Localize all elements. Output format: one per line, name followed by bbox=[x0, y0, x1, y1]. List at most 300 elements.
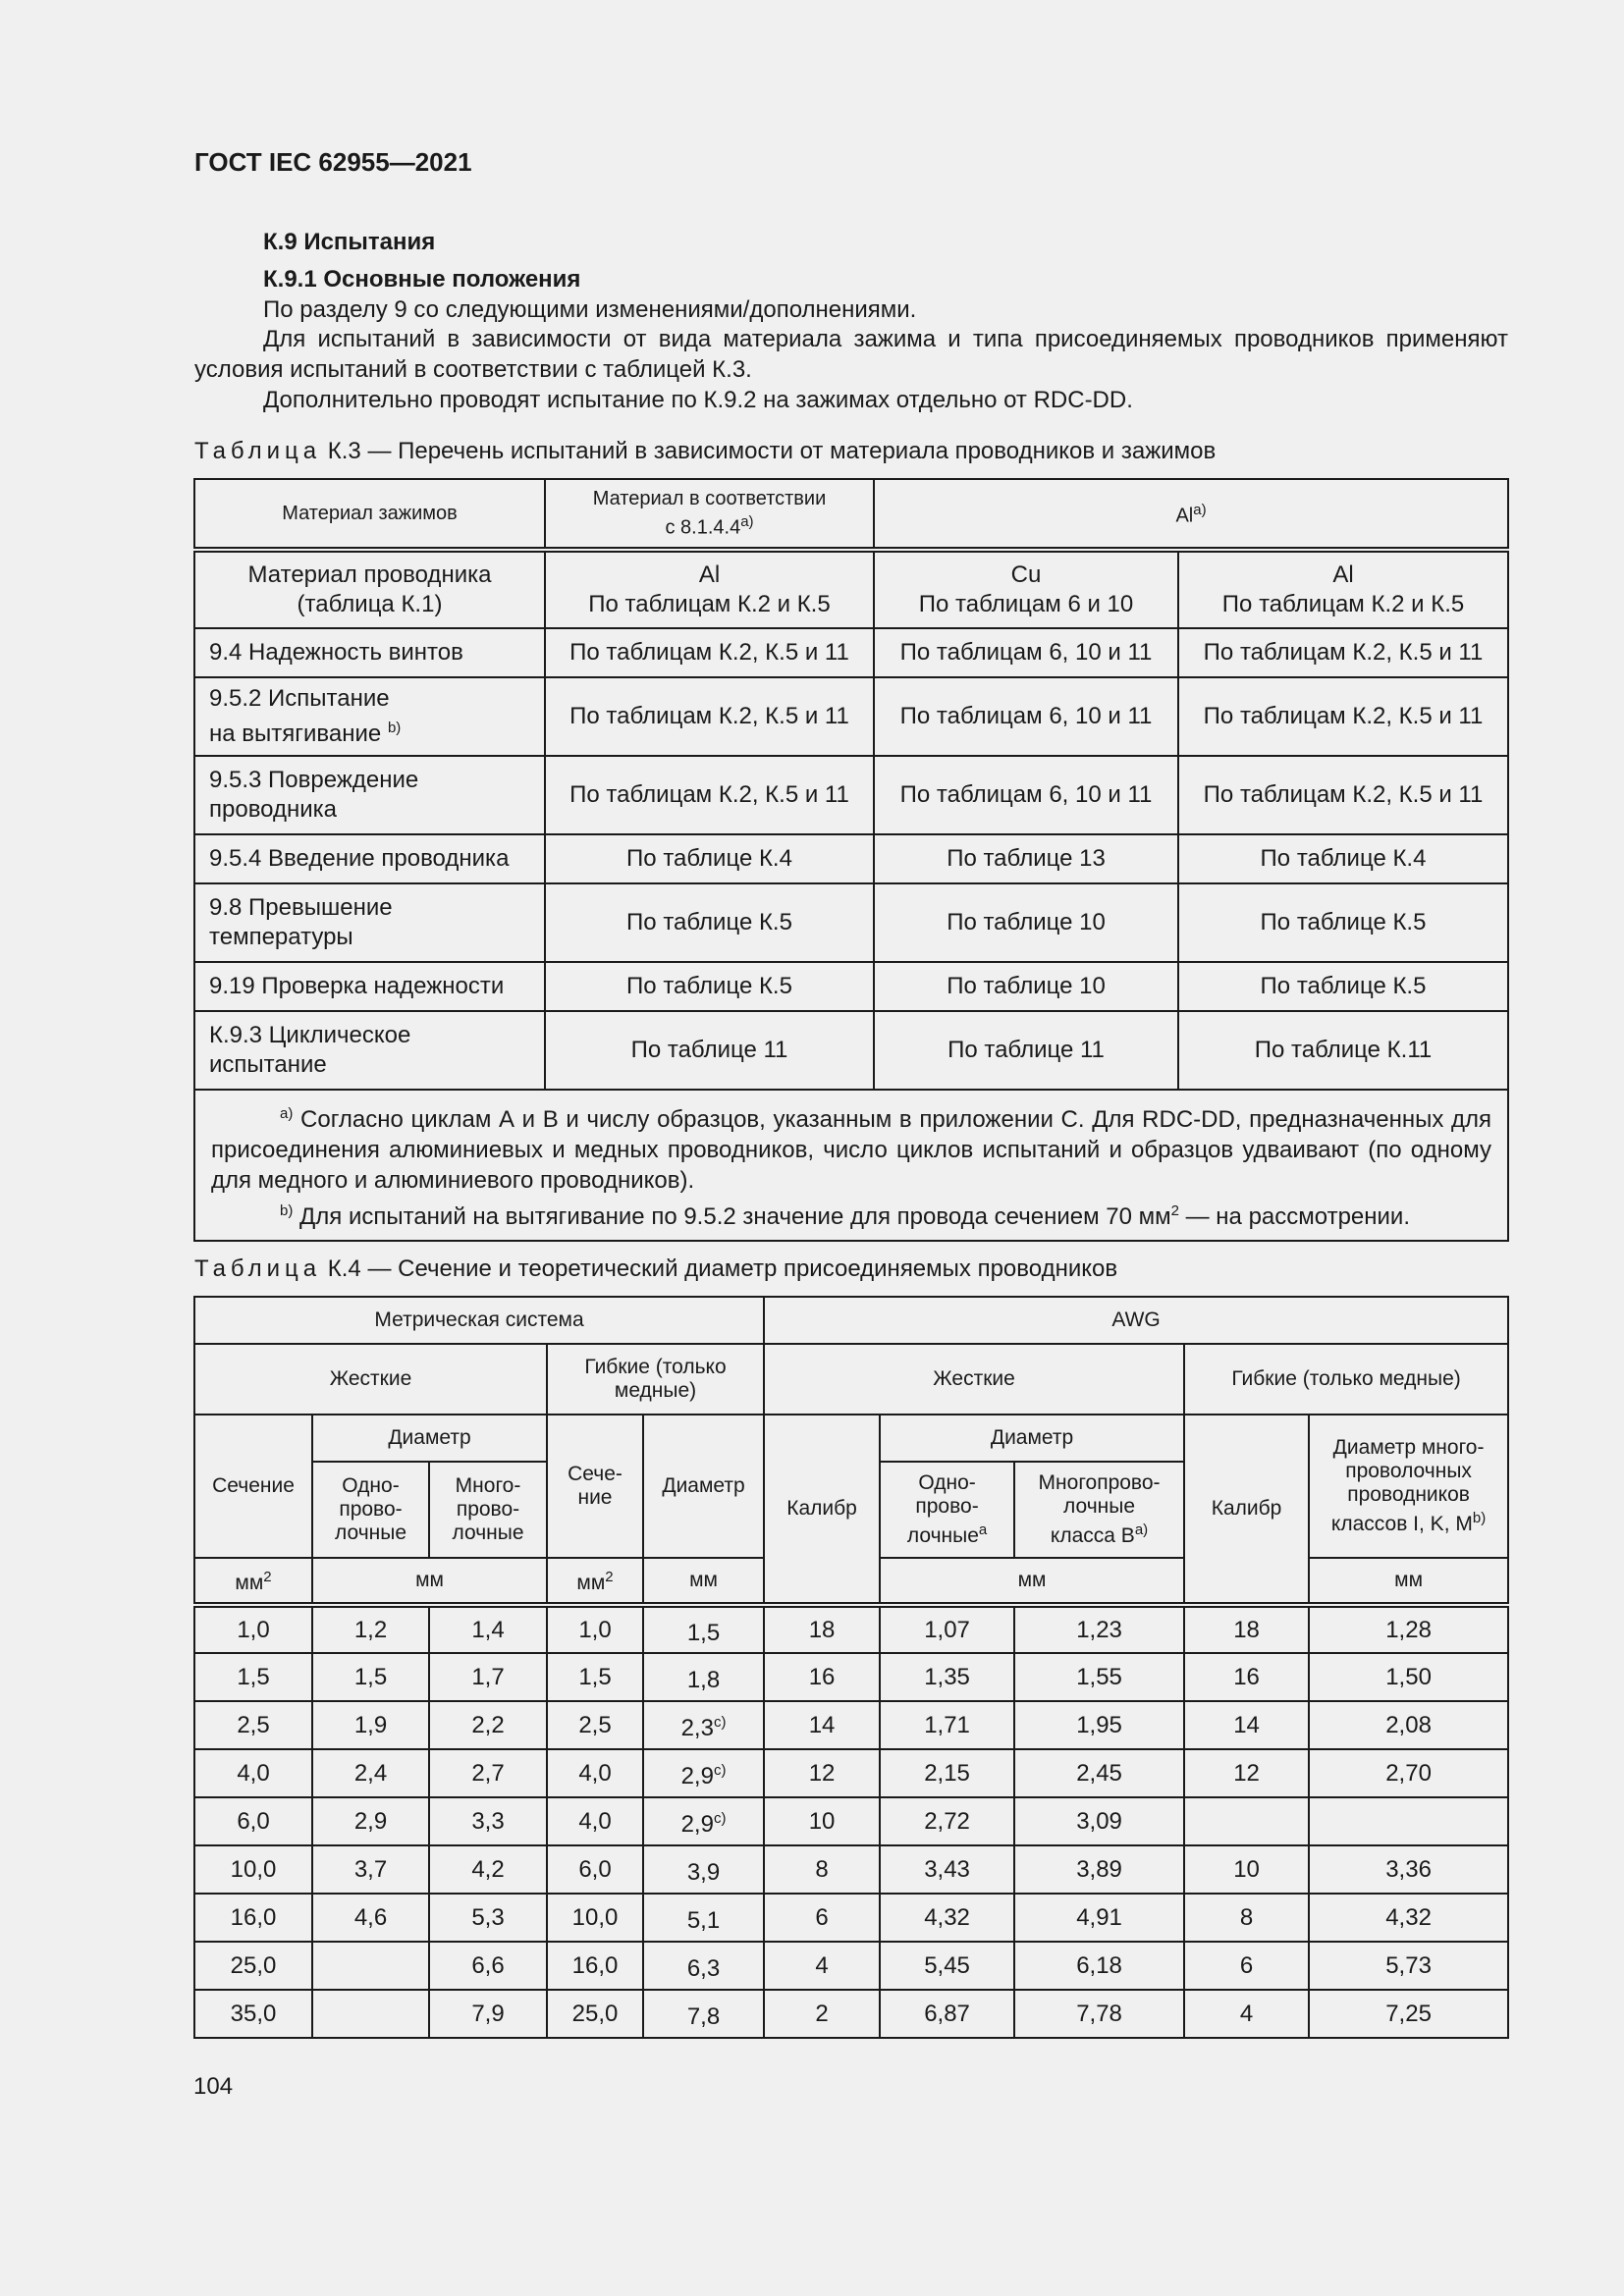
cell-value: 3,7 bbox=[353, 1855, 388, 1883]
cell: По таблицам К.2, К.5 и 11 bbox=[545, 628, 874, 677]
header-cell: Диаметр bbox=[312, 1415, 547, 1462]
table-cell bbox=[547, 1942, 643, 1990]
table-cell bbox=[643, 1605, 764, 1653]
table-cell bbox=[194, 1605, 312, 1653]
cell-value: 16,0 bbox=[571, 1951, 619, 1979]
table-cell bbox=[429, 1605, 547, 1653]
cell-value: 1,5 bbox=[353, 1663, 388, 1690]
table-cell bbox=[547, 1701, 643, 1749]
paragraph-1: По разделу 9 со следующими изменениями/дополнениями. bbox=[263, 296, 917, 323]
table-cell bbox=[547, 1797, 643, 1845]
table-cell bbox=[194, 1990, 312, 2038]
h-line: с 8.1.4.4 bbox=[665, 516, 741, 539]
caption-text: К.3 — Перечень испытаний в зависимости от материала проводников и зажимов bbox=[327, 438, 1217, 464]
cell-value: 1,5 bbox=[686, 1619, 721, 1646]
table-cell bbox=[643, 1653, 764, 1701]
cell: По таблице К.5 bbox=[1178, 883, 1508, 962]
table-cell bbox=[1184, 1653, 1309, 1701]
cell-value: 6,18 bbox=[1076, 1951, 1122, 1979]
table-cell bbox=[429, 1942, 547, 1990]
cell-value: 4,6 bbox=[353, 1903, 388, 1931]
cell-value: 25,0 bbox=[571, 2000, 619, 2027]
cell: По таблицам К.2, К.5 и 11 bbox=[1178, 628, 1508, 677]
line: 9.5.2 Испытание bbox=[209, 685, 390, 712]
cell-value: 1,71 bbox=[924, 1711, 970, 1738]
cell-value: 1,35 bbox=[924, 1663, 970, 1690]
table-cell bbox=[1309, 1990, 1508, 2038]
table-cell bbox=[312, 1990, 429, 2038]
cell-value: 1,07 bbox=[924, 1616, 970, 1643]
cell-value: 4 bbox=[815, 1951, 829, 1979]
table-cell bbox=[764, 1797, 880, 1845]
cell-value: 2,70 bbox=[1385, 1759, 1432, 1787]
line: 9.8 Превышение bbox=[209, 894, 393, 921]
cell-value: 4 bbox=[1239, 2000, 1254, 2027]
h-line: Много- bbox=[455, 1474, 521, 1497]
caption-text: К.4 — Сечение и теоретический диаметр присоединяемых проводников bbox=[327, 1255, 1118, 1282]
cell-value: 12 bbox=[808, 1759, 836, 1787]
cell-value: 5,1 bbox=[686, 1906, 721, 1934]
header-cell: Диаметр bbox=[643, 1415, 764, 1558]
cell-value: 3,9 bbox=[686, 1858, 721, 1886]
h-line: лочные bbox=[452, 1522, 524, 1544]
table-cell bbox=[1184, 1605, 1309, 1653]
table-cell bbox=[194, 1701, 312, 1749]
table-cell bbox=[547, 1749, 643, 1797]
table-cell bbox=[1184, 1942, 1309, 1990]
section-k91-heading: К.9.1 Основные положения bbox=[263, 266, 581, 293]
table-row bbox=[194, 1797, 1508, 1845]
cell-value: 2 bbox=[815, 2000, 829, 2027]
h-line: прово- bbox=[339, 1498, 403, 1521]
cell-value: 2,5 bbox=[237, 1711, 270, 1738]
table-cell bbox=[429, 1894, 547, 1942]
table-row bbox=[194, 479, 1508, 550]
table-row bbox=[194, 1990, 1508, 2038]
table-row bbox=[194, 1894, 1508, 1942]
cell-value: 4,91 bbox=[1076, 1903, 1122, 1931]
cell-value: 7,78 bbox=[1076, 2000, 1122, 2027]
cell bbox=[874, 550, 1178, 628]
table-cell bbox=[880, 1749, 1014, 1797]
cell-value: 8 bbox=[815, 1855, 829, 1883]
cell-value: 1,55 bbox=[1076, 1663, 1122, 1690]
cell-value: 1,0 bbox=[237, 1616, 270, 1643]
note-a bbox=[211, 1098, 1491, 1196]
footnote-mark: a) bbox=[280, 1105, 294, 1122]
table-cell bbox=[1014, 1942, 1184, 1990]
unit-cell: мм bbox=[1309, 1558, 1508, 1605]
superscript: 2 bbox=[263, 1569, 272, 1585]
table-cell bbox=[429, 1990, 547, 2038]
table-cell bbox=[1309, 1894, 1508, 1942]
table-cell bbox=[880, 1990, 1014, 2038]
table-cell bbox=[764, 1605, 880, 1653]
table-k3-caption bbox=[194, 438, 1216, 465]
table-cell bbox=[764, 1894, 880, 1942]
line: По таблицам К.2 и К.5 bbox=[1221, 591, 1465, 617]
table-row bbox=[194, 756, 1508, 834]
table-row bbox=[194, 1090, 1508, 1241]
table-cell bbox=[1309, 1701, 1508, 1749]
h-line: лочные bbox=[1063, 1495, 1136, 1518]
cell-value: 14 bbox=[808, 1711, 836, 1738]
h-line: классов I, K, M bbox=[1330, 1513, 1473, 1535]
cell-value: 2,5 bbox=[578, 1711, 612, 1738]
cell-value: 5,3 bbox=[471, 1903, 505, 1931]
header-cell bbox=[1309, 1415, 1508, 1558]
table-row bbox=[194, 834, 1508, 883]
table-cell bbox=[547, 1653, 643, 1701]
table-cell bbox=[1184, 1701, 1309, 1749]
table-cell bbox=[880, 1701, 1014, 1749]
cell: По таблице К.11 bbox=[1178, 1011, 1508, 1090]
header-cell: Калибр bbox=[764, 1415, 880, 1605]
cell: По таблице 10 bbox=[874, 962, 1178, 1011]
table-cell bbox=[880, 1845, 1014, 1894]
cell-value: 1,28 bbox=[1385, 1616, 1432, 1643]
unit-cell bbox=[547, 1558, 643, 1605]
table-cell bbox=[1309, 1845, 1508, 1894]
cell: По таблицам К.2, К.5 и 11 bbox=[545, 756, 874, 834]
line: испытание bbox=[209, 1051, 327, 1078]
page-number: 104 bbox=[193, 2073, 234, 2100]
table-cell bbox=[312, 1942, 429, 1990]
cell-value: 25,0 bbox=[230, 1951, 277, 1979]
table-cell bbox=[643, 1845, 764, 1894]
document-header: ГОСТ IEC 62955—2021 bbox=[194, 147, 472, 177]
cell-value: 2,15 bbox=[924, 1759, 970, 1787]
cell-value: 4,2 bbox=[471, 1855, 505, 1883]
note-text: Для испытаний на вытягивание по 9.5.2 значение для провода сечением 70 мм bbox=[299, 1203, 1171, 1230]
cell-value: 18 bbox=[1233, 1616, 1260, 1643]
h-line: проводников bbox=[1347, 1483, 1470, 1506]
row-label: 9.4 Надежность винтов bbox=[194, 628, 545, 677]
cell-value: 18 bbox=[808, 1616, 836, 1643]
h-line: класса B bbox=[1050, 1524, 1135, 1547]
table-cell bbox=[1184, 1845, 1309, 1894]
table-row bbox=[194, 962, 1508, 1011]
cell-value: 2,9 bbox=[680, 1810, 714, 1838]
cell: По таблицам 6, 10 и 11 bbox=[874, 756, 1178, 834]
cell-value: 16 bbox=[808, 1663, 836, 1690]
table-row bbox=[194, 1344, 1508, 1415]
table-row bbox=[194, 1845, 1508, 1894]
line: Al bbox=[1332, 561, 1354, 588]
table-notes bbox=[194, 1090, 1508, 1241]
table-row bbox=[194, 550, 1508, 628]
table-cell bbox=[1184, 1894, 1309, 1942]
header-cell bbox=[1014, 1462, 1184, 1558]
cell-value: 6 bbox=[815, 1903, 829, 1931]
table-cell bbox=[1184, 1797, 1309, 1845]
h-line: медные) bbox=[614, 1379, 697, 1402]
table-cell bbox=[312, 1605, 429, 1653]
header-cell: Жесткие bbox=[194, 1344, 547, 1415]
table-cell bbox=[547, 1894, 643, 1942]
h-line: проволочных bbox=[1345, 1460, 1472, 1482]
unit-cell: мм bbox=[312, 1558, 547, 1605]
line: Cu bbox=[1010, 561, 1042, 588]
table-cell bbox=[312, 1894, 429, 1942]
h-line: прово- bbox=[915, 1495, 979, 1518]
footnote-mark: c) bbox=[713, 1809, 727, 1827]
h-line: лочные bbox=[906, 1524, 979, 1547]
h-line: прово- bbox=[456, 1498, 520, 1521]
table-cell bbox=[764, 1942, 880, 1990]
line: на вытягивание bbox=[209, 721, 382, 747]
table-row bbox=[194, 1297, 1508, 1344]
table-cell bbox=[1014, 1701, 1184, 1749]
footnote-mark: c) bbox=[713, 1761, 727, 1779]
cell-value: 1,23 bbox=[1076, 1616, 1122, 1643]
table-cell bbox=[880, 1942, 1014, 1990]
header-cell bbox=[880, 1462, 1014, 1558]
line: проводника bbox=[209, 796, 338, 823]
cell-value: 6,6 bbox=[471, 1951, 505, 1979]
cell: По таблицам 6, 10 и 11 bbox=[874, 628, 1178, 677]
table-cell bbox=[429, 1845, 547, 1894]
table-cell bbox=[547, 1605, 643, 1653]
table-row bbox=[194, 1415, 1508, 1462]
cell-value: 7,8 bbox=[686, 2002, 721, 2030]
table-cell bbox=[312, 1653, 429, 1701]
cell: По таблице К.4 bbox=[545, 834, 874, 883]
table-cell bbox=[764, 1845, 880, 1894]
table-cell bbox=[1309, 1605, 1508, 1653]
table-cell bbox=[312, 1701, 429, 1749]
cell-value: 2,3 bbox=[680, 1714, 714, 1741]
table-cell bbox=[194, 1845, 312, 1894]
footnote-mark: a bbox=[978, 1522, 988, 1538]
cell: По таблице К.5 bbox=[545, 883, 874, 962]
cell-value: 3,36 bbox=[1385, 1855, 1432, 1883]
h-line: Диаметр много- bbox=[1332, 1436, 1485, 1459]
cell: По таблице 13 bbox=[874, 834, 1178, 883]
row-label bbox=[194, 1011, 545, 1090]
section-k9-heading: К.9 Испытания bbox=[263, 229, 436, 255]
table-cell bbox=[429, 1701, 547, 1749]
line: По таблицам К.2 и К.5 bbox=[588, 591, 831, 617]
paragraph-3: Дополнительно проводят испытание по К.9.2 на зажимах отдельно от RDC-DD. bbox=[263, 387, 1133, 413]
cell: По таблицам К.2, К.5 и 11 bbox=[545, 677, 874, 756]
cell-value: 2,9 bbox=[680, 1762, 714, 1789]
line: По таблицам 6 и 10 bbox=[918, 591, 1134, 617]
cell: По таблице К.4 bbox=[1178, 834, 1508, 883]
cell-value: 8 bbox=[1239, 1903, 1254, 1931]
table-cell bbox=[1309, 1749, 1508, 1797]
table-cell bbox=[194, 1653, 312, 1701]
line: Материал проводника bbox=[247, 561, 492, 588]
paragraph-2: Для испытаний в зависимости от вида материала зажима и типа присоединяемых проводников применяют условия испытаний в соответствии с таблицей К.3. bbox=[194, 326, 1508, 383]
footnote-mark: b) bbox=[280, 1202, 294, 1219]
table-cell bbox=[643, 1797, 764, 1845]
cell-value: 2,4 bbox=[353, 1759, 388, 1787]
table-cell bbox=[1309, 1797, 1508, 1845]
cell: По таблицам 6, 10 и 11 bbox=[874, 677, 1178, 756]
line: Al bbox=[698, 561, 721, 588]
caption-word: Таблица bbox=[194, 1255, 322, 1282]
table-row bbox=[194, 1011, 1508, 1090]
row-label: 9.19 Проверка надежности bbox=[194, 962, 545, 1011]
row-label: 9.5.4 Введение проводника bbox=[194, 834, 545, 883]
h-line: лочные bbox=[334, 1522, 407, 1544]
cell bbox=[545, 550, 874, 628]
header-cell: Метрическая система bbox=[194, 1297, 764, 1344]
cell-value: 12 bbox=[1233, 1759, 1260, 1787]
table-row bbox=[194, 628, 1508, 677]
cell-value: 3,89 bbox=[1076, 1855, 1122, 1883]
cell-value: 1,5 bbox=[237, 1663, 270, 1690]
table-cell bbox=[643, 1894, 764, 1942]
cell-value: 5,45 bbox=[924, 1951, 970, 1979]
header-cell: Диаметр bbox=[880, 1415, 1184, 1462]
header-cell: Сечение bbox=[194, 1415, 312, 1558]
table-cell bbox=[1184, 1990, 1309, 2038]
cell-value: 6,3 bbox=[686, 1954, 721, 1982]
footnote-mark: b) bbox=[1472, 1510, 1487, 1526]
cell-value: 2,08 bbox=[1385, 1711, 1432, 1738]
cell: По таблице К.5 bbox=[1178, 962, 1508, 1011]
cell-value: 1,50 bbox=[1385, 1663, 1432, 1690]
table-cell bbox=[1014, 1990, 1184, 2038]
cell: По таблицам К.2, К.5 и 11 bbox=[1178, 756, 1508, 834]
table-row bbox=[194, 677, 1508, 756]
table-cell bbox=[547, 1845, 643, 1894]
cell-value: 4,32 bbox=[1385, 1903, 1432, 1931]
table-cell bbox=[1014, 1605, 1184, 1653]
table-row bbox=[194, 1605, 1508, 1653]
table-cell bbox=[194, 1797, 312, 1845]
cell-value: 1,2 bbox=[353, 1616, 388, 1643]
cell-value: 1,5 bbox=[578, 1663, 612, 1690]
table-cell bbox=[429, 1797, 547, 1845]
superscript: 2 bbox=[605, 1569, 614, 1585]
header-cell: Жесткие bbox=[764, 1344, 1184, 1415]
footnote-mark: c) bbox=[713, 1713, 727, 1731]
table-cell bbox=[312, 1797, 429, 1845]
cell-value: 5,73 bbox=[1385, 1951, 1432, 1979]
cell-value: 6,87 bbox=[924, 2000, 970, 2027]
table-cell bbox=[429, 1749, 547, 1797]
cell-value: 4,0 bbox=[578, 1759, 612, 1787]
table-row bbox=[194, 1701, 1508, 1749]
note-text: Согласно циклам А и В и числу образцов, указанным в приложении С. Для RDC-DD, предназначенных для присоединения алюминиевых и медных проводников, число циклов испытаний и образцов удваивают (по одному для медного и алюминиевого проводников). bbox=[211, 1106, 1492, 1194]
cell-value: 6,0 bbox=[578, 1855, 612, 1883]
note-text-end: — на рассмотрении. bbox=[1185, 1203, 1410, 1230]
cell-value: 2,45 bbox=[1076, 1759, 1122, 1787]
table-cell bbox=[312, 1845, 429, 1894]
table-cell bbox=[194, 1942, 312, 1990]
cell-value: 14 bbox=[1233, 1711, 1260, 1738]
table-cell bbox=[312, 1749, 429, 1797]
cell-value: 1,95 bbox=[1076, 1711, 1122, 1738]
table-cell bbox=[1014, 1749, 1184, 1797]
table-row bbox=[194, 1749, 1508, 1797]
cell: По таблице 11 bbox=[545, 1011, 874, 1090]
superscript: 2 bbox=[1170, 1202, 1179, 1219]
header-cell: Калибр bbox=[1184, 1415, 1309, 1605]
cell-value: 10,0 bbox=[571, 1903, 619, 1931]
cell: По таблицам К.2, К.5 и 11 bbox=[1178, 677, 1508, 756]
cell-value: 7,25 bbox=[1385, 2000, 1432, 2027]
row-label bbox=[194, 550, 545, 628]
footnote-mark: a) bbox=[740, 513, 754, 531]
h-line: ние bbox=[577, 1486, 613, 1509]
cell-value: 1,9 bbox=[353, 1711, 388, 1738]
table-cell bbox=[764, 1749, 880, 1797]
cell-value: 2,7 bbox=[471, 1759, 505, 1787]
row-label bbox=[194, 883, 545, 962]
cell: По таблице К.5 bbox=[545, 962, 874, 1011]
cell-value: 3,09 bbox=[1076, 1807, 1122, 1835]
table-cell bbox=[643, 1990, 764, 2038]
table-cell bbox=[880, 1894, 1014, 1942]
h-line: Одно- bbox=[918, 1471, 976, 1494]
table-cell bbox=[1014, 1653, 1184, 1701]
footnote-mark: a) bbox=[1193, 502, 1207, 519]
h-line: Многопрово- bbox=[1038, 1471, 1161, 1494]
cell-value: 1,7 bbox=[471, 1663, 505, 1690]
header-cell: Материал зажимов bbox=[194, 479, 545, 550]
cell-value: 6,0 bbox=[237, 1807, 270, 1835]
cell-value: 2,9 bbox=[353, 1807, 388, 1835]
table-k3 bbox=[193, 478, 1509, 1242]
table-row bbox=[194, 1653, 1508, 1701]
table-cell bbox=[643, 1942, 764, 1990]
cell-value: 4,0 bbox=[237, 1759, 270, 1787]
header-cell bbox=[547, 1415, 643, 1558]
row-label bbox=[194, 677, 545, 756]
table-cell bbox=[547, 1990, 643, 2038]
table-row bbox=[194, 883, 1508, 962]
h-line: Гибкие (только bbox=[584, 1356, 727, 1378]
table-cell bbox=[643, 1701, 764, 1749]
unit: мм bbox=[235, 1572, 264, 1594]
table-cell bbox=[1014, 1797, 1184, 1845]
cell: По таблице 11 bbox=[874, 1011, 1178, 1090]
header-cell bbox=[547, 1344, 764, 1415]
line: температуры bbox=[209, 924, 353, 950]
unit-cell bbox=[194, 1558, 312, 1605]
table-cell bbox=[880, 1653, 1014, 1701]
line: (таблица К.1) bbox=[297, 591, 443, 617]
cell-value: 10,0 bbox=[230, 1855, 277, 1883]
line: К.9.3 Циклическое bbox=[209, 1022, 411, 1048]
header-cell bbox=[312, 1462, 429, 1558]
table-cell bbox=[764, 1653, 880, 1701]
table-cell bbox=[1014, 1845, 1184, 1894]
table-cell bbox=[880, 1797, 1014, 1845]
cell-value: 16 bbox=[1233, 1663, 1260, 1690]
note-b bbox=[211, 1196, 1491, 1232]
h-line: Сече- bbox=[568, 1463, 623, 1485]
line: 9.5.3 Повреждение bbox=[209, 767, 419, 793]
header-cell bbox=[874, 479, 1508, 550]
table-row bbox=[194, 1942, 1508, 1990]
table-cell bbox=[643, 1749, 764, 1797]
cell-value: 3,3 bbox=[471, 1807, 505, 1835]
table-cell bbox=[1184, 1749, 1309, 1797]
cell-value: 16,0 bbox=[230, 1903, 277, 1931]
unit-cell: мм bbox=[880, 1558, 1184, 1605]
h-line: Al bbox=[1175, 505, 1194, 527]
table-cell bbox=[1309, 1942, 1508, 1990]
table-cell bbox=[1309, 1653, 1508, 1701]
table-cell bbox=[429, 1653, 547, 1701]
table-cell bbox=[764, 1701, 880, 1749]
header-cell: Гибкие (только медные) bbox=[1184, 1344, 1508, 1415]
